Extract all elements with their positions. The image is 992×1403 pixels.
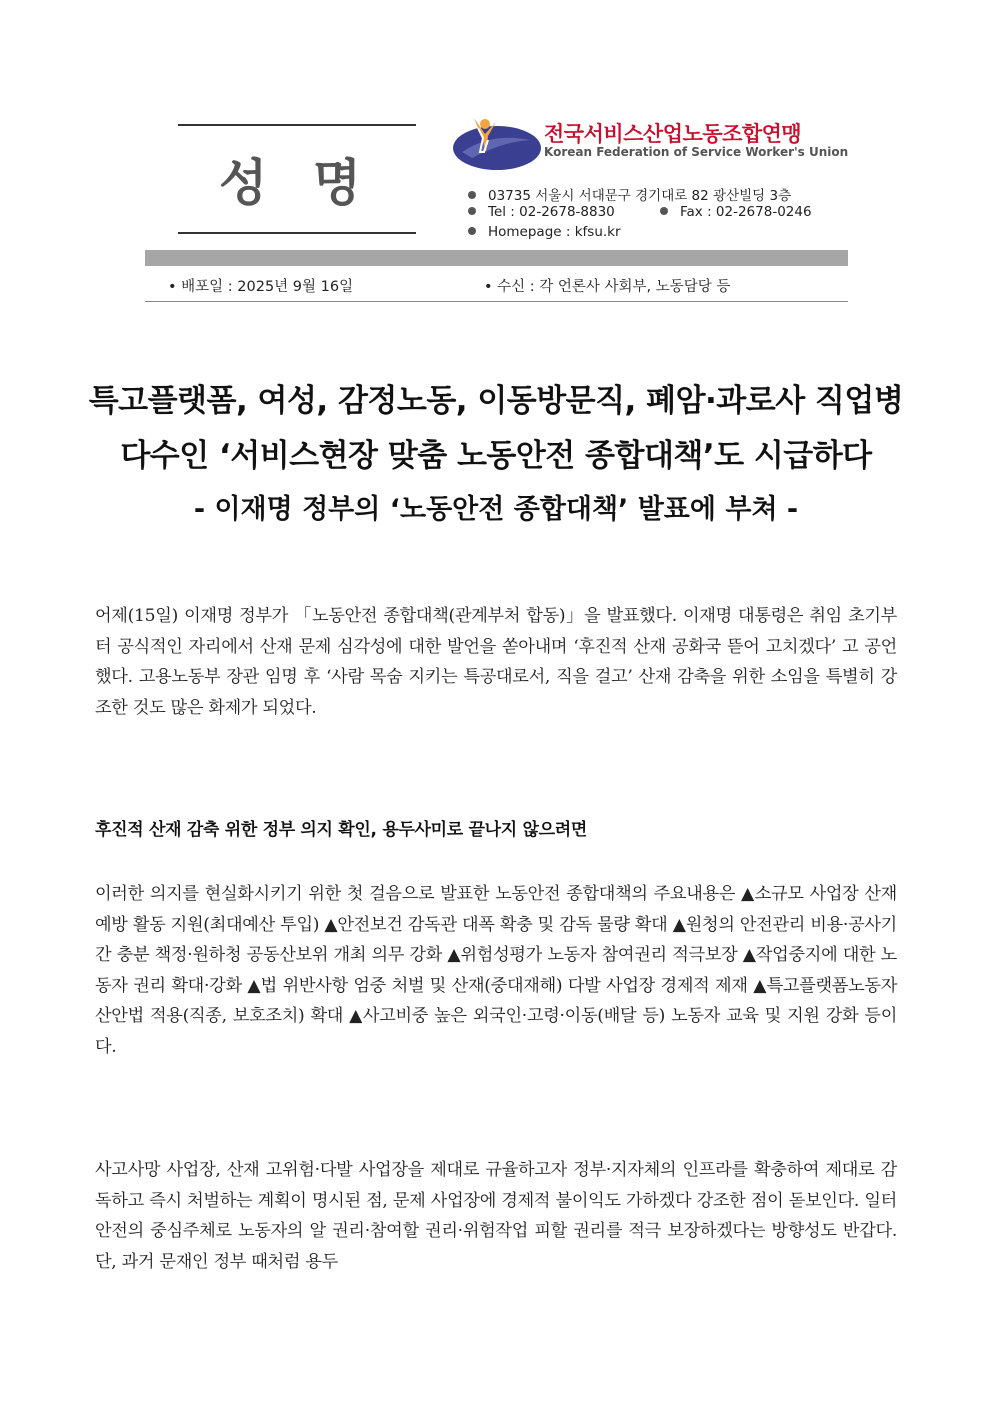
recipient: • 수신 : 각 언론사 사회부, 노동담당 등 xyxy=(484,279,731,295)
fax-line xyxy=(660,204,812,220)
bullet-icon xyxy=(468,207,476,215)
bullet-icon xyxy=(660,207,668,215)
kfsu-logo-icon xyxy=(452,112,542,174)
tel-text: Tel : 02-2678-8830 xyxy=(488,204,615,220)
doc-type-title: 성 명 xyxy=(218,154,375,212)
tel-line xyxy=(468,204,615,220)
release-date: • 배포일 : 2025년 9월 16일 xyxy=(168,279,354,295)
address-line xyxy=(468,184,791,204)
body-paragraph-2: 이러한 의지를 현실화시키기 위한 첫 걸음으로 발표한 노동안전 종합대책의 주요내용은 ▲소규모 사업장 산재예방 활동 지원(최대예산 투입) ▲안전보건 감독관 대폭 확충 및 감독 물량 확대 ▲원청의 안전관리 비용·공사기간 충분 책정·원하청 공동산보위 개최 의무 강화 ▲위험성평가 노동자 참여권리 적극보장 ▲작업중지에 대한 노동자 권리 확대·강화 ▲법 위반사항 엄중 처벌 및 산재(중대재해) 다발 사업장 경제적 제재 ▲특고플랫폼노동자 산안법 적용(직종, 보호조치) 확대 ▲사고비중 높은 외국인·고령·이동(배달 등) 노동자 교육 및 지원 강화 등이다. xyxy=(95,884,897,1057)
meta-rule xyxy=(145,301,848,302)
homepage-text: Homepage : kfsu.kr xyxy=(488,224,621,240)
headline-line-2: 다수인 ‘서비스현장 맞춤 노동안전 종합대책’도 시급하다 xyxy=(120,438,872,474)
fax-text: Fax : 02-2678-0246 xyxy=(680,204,812,220)
headline-line-1: 특고플랫폼, 여성, 감정노동, 이동방문직, 폐암·과로사 직업병 xyxy=(88,383,904,419)
headline-subtitle: - 이재명 정부의 ‘노동안전 종합대책’ 발표에 부쳐 - xyxy=(193,494,799,525)
header-bottom-rule xyxy=(178,232,416,234)
section-heading: 후진적 산재 감축 위한 정부 의지 확인, 용두사미로 끝나지 않으려면 xyxy=(95,820,588,840)
org-name-english: Korean Federation of Service Worker's Union xyxy=(544,145,849,159)
bullet-icon xyxy=(468,191,476,199)
bullet-icon xyxy=(468,227,476,235)
body-paragraph-3: 사고사망 사업장, 산재 고위험·다발 사업장을 제대로 규율하고자 정부·지자체의 인프라를 확충하여 제대로 감독하고 즉시 처벌하는 계획이 명시된 점, 문제 사업장에 경제적 불이익도 가하겠다 강조한 점이 돋보인다. 일터 안전의 중심주체로 노동자의 알 권리·참여할 권리·위험작업 피할 권리를 적극 보장하겠다는 방향성도 반갑다. 단, 과거 문재인 정부 때처럼 용두 xyxy=(95,1160,897,1272)
body-paragraph-1: 어제(15일) 이재명 정부가 「노동안전 종합대책(관계부처 합동)」을 발표했다. 이재명 대통령은 취임 초기부터 공식적인 자리에서 산재 문제 심각성에 대한 발언을 쏟아내며 ‘후진적 산재 공화국 뜯어 고치겠다’ 고 공언했다. 고용노동부 장관 임명 후 ‘사람 목숨 지키는 특공대로서, 직을 걸고’ 산재 감축을 위한 소임을 특별히 강조한 것도 많은 화제가 되었다. xyxy=(95,606,897,718)
doc-type-box xyxy=(178,126,416,232)
header-divider-bar xyxy=(145,250,848,266)
homepage-line xyxy=(468,224,621,240)
org-name-korean: 전국서비스산업노동조합연맹 xyxy=(544,122,802,146)
address-text: 03735 서울시 서대문구 경기대로 82 광산빌딩 3층 xyxy=(488,188,792,204)
